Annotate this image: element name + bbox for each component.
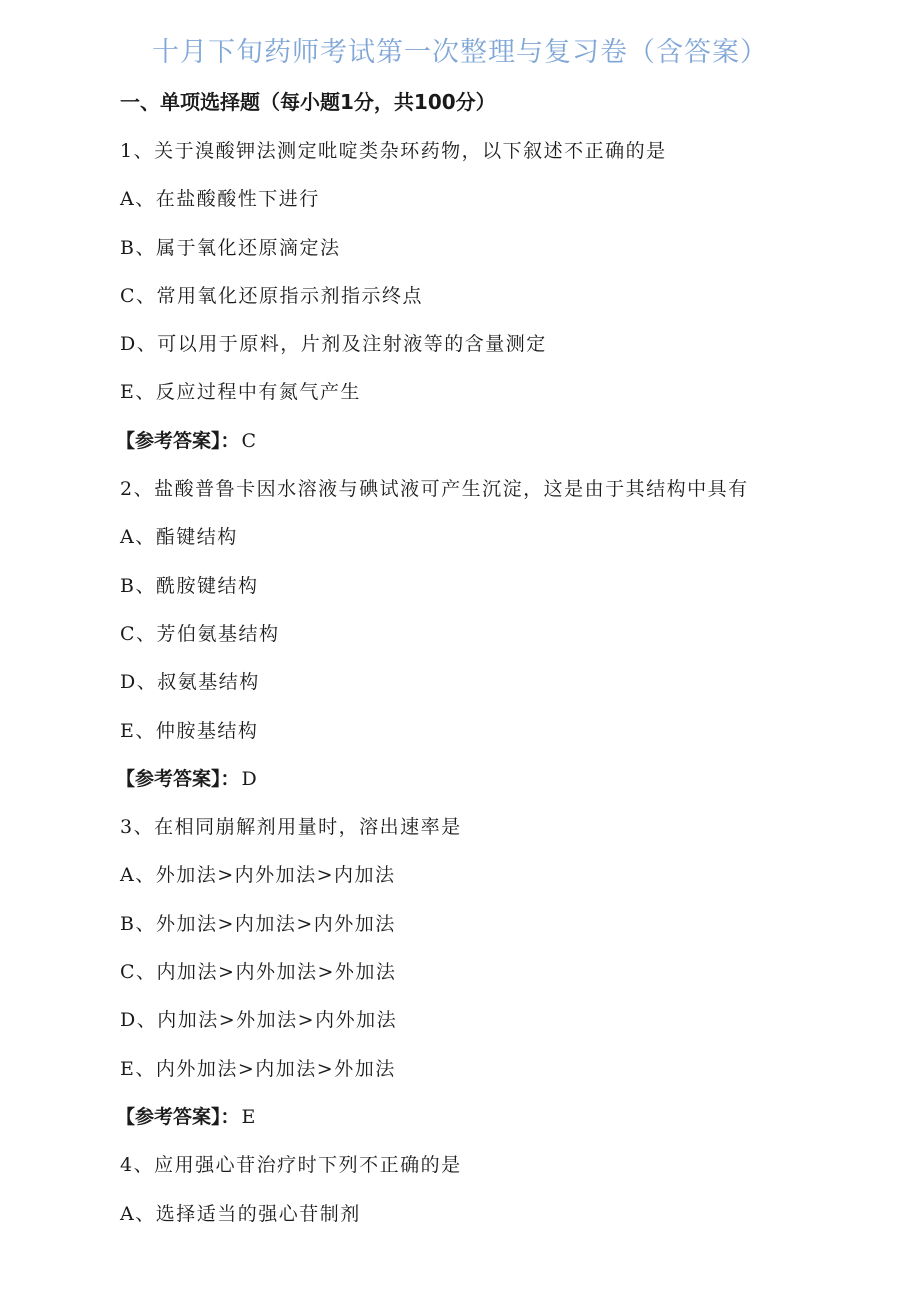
question-stem: 1、关于溴酸钾法测定吡啶类杂环药物，以下叙述不正确的是 <box>120 140 667 162</box>
answer-option: A、酯键结构 <box>120 526 238 549</box>
answer-option: D、内加法>外加法>内外加法 <box>120 1009 398 1032</box>
reference-answer-label: 【参考答案】： <box>116 767 240 790</box>
reference-answer-value: C <box>241 429 257 452</box>
document-title: 十月下旬药师考试第一次整理与复习卷（含答案） <box>152 37 768 68</box>
section-heading: 一、单项选择题（每小题1分，共100分） <box>120 90 496 114</box>
answer-option: C、芳伯氨基结构 <box>120 622 280 645</box>
answer-option: A、外加法>内外加法>内加法 <box>120 864 396 887</box>
answer-option: A、在盐酸酸性下进行 <box>120 188 320 211</box>
answer-option: D、叔氨基结构 <box>120 671 260 694</box>
answer-option: B、酰胺键结构 <box>120 574 259 597</box>
question-block <box>116 810 900 1148</box>
answer-option: E、反应过程中有氮气产生 <box>120 381 361 404</box>
question-list <box>116 134 900 1245</box>
answer-option: E、仲胺基结构 <box>120 719 259 742</box>
question-stem: 4、应用强心苷治疗时下列不正确的是 <box>120 1154 462 1177</box>
reference-answer <box>116 762 900 810</box>
question-stem: 2、盐酸普鲁卡因水溶液与碘试液可产生沉淀，这是由于其结构中具有 <box>120 478 749 501</box>
reference-answer <box>116 424 900 472</box>
reference-answer-label: 【参考答案】： <box>116 429 240 452</box>
reference-answer-value: D <box>241 767 257 790</box>
question-block <box>120 1148 900 1245</box>
answer-option: D、可以用于原料，片剂及注射液等的含量测定 <box>120 333 547 356</box>
answer-option: C、内加法>内外加法>外加法 <box>120 961 397 984</box>
answer-option: E、内外加法>内加法>外加法 <box>120 1057 396 1080</box>
question-stem: 3、在相同崩解剂用量时，溶出速率是 <box>120 816 462 839</box>
reference-answer-label: 【参考答案】： <box>116 1105 240 1128</box>
answer-option: B、属于氧化还原滴定法 <box>120 236 341 259</box>
answer-option: B、外加法>内加法>内外加法 <box>120 912 396 935</box>
answer-option: A、选择适当的强心苷制剂 <box>120 1202 361 1225</box>
question-block <box>116 472 900 810</box>
reference-answer-value: E <box>241 1105 256 1128</box>
reference-answer <box>116 1100 900 1148</box>
answer-option: C、常用氧化还原指示剂指示终点 <box>120 284 424 307</box>
question-block <box>116 134 900 472</box>
